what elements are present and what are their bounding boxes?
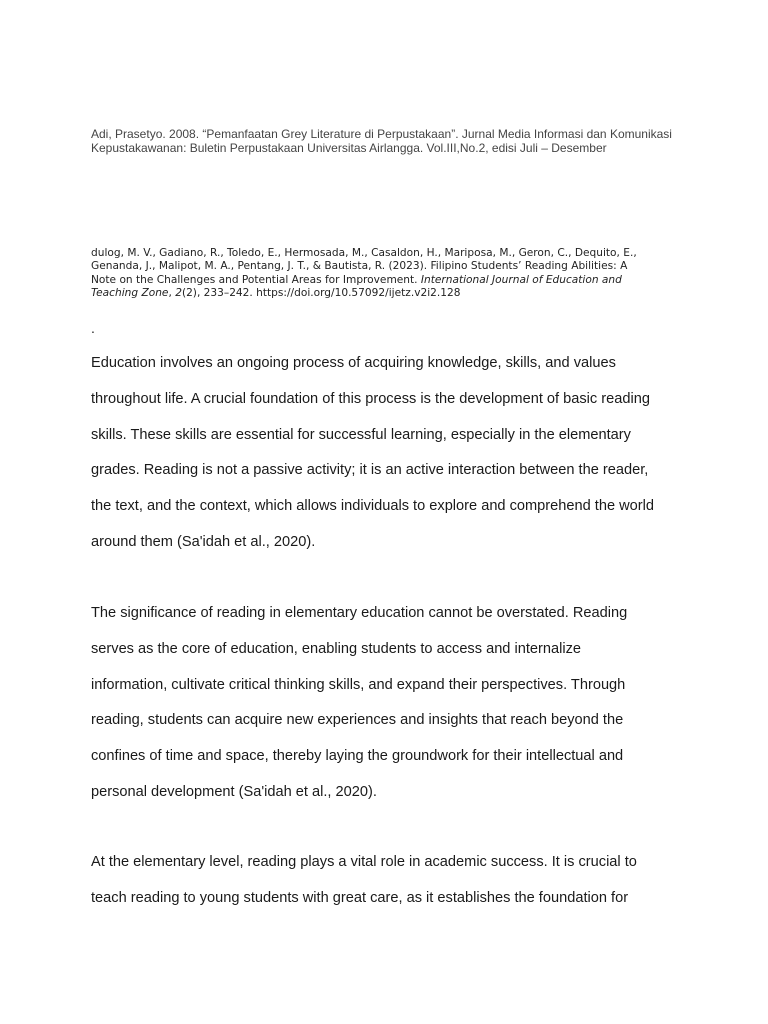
body-paragraph [91, 346, 691, 561]
paragraph-line: confines of time and space, thereby laying the groundwork for their intellectual and [91, 748, 624, 765]
paragraph-line: around them (Sa'idah et al., 2020). [91, 533, 316, 550]
journal-title-cont: Teaching Zone [91, 286, 169, 299]
reference-line: Genanda, J., Malipot, M. A., Pentang, J. T., & Bautista, R. (2023). Filipino Students’ Reading Abilities: A [91, 260, 628, 273]
reference-line: Adi, Prasetyo. 2008. “Pemanfaatan Grey Literature di Perpustakaan”. Jurnal Media Informasi dan Komunikasi [91, 127, 672, 141]
paragraph-line: throughout life. A crucial foundation of this process is the development of basic reading [91, 390, 650, 407]
paragraph-line: The significance of reading in elementary education cannot be overstated. Reading [91, 605, 628, 621]
journal-volume: 2 [175, 286, 182, 299]
paragraph-line: reading, students can acquire new experiences and insights that reach beyond the [91, 712, 624, 729]
reference-line: dulog, M. V., Gadiano, R., Toledo, E., Hermosada, M., Casaldon, H., Mariposa, M., Geron, C., Dequito, E., [91, 247, 637, 259]
paragraph-line: serves as the core of education, enabling students to access and internalize [91, 640, 582, 657]
journal-title: International Journal of Education and [420, 273, 622, 286]
body-paragraph [91, 596, 691, 811]
paragraph-line: the text, and the context, which allows individuals to explore and comprehend the world [91, 498, 654, 515]
body-paragraph [91, 845, 691, 917]
paragraph-line: personal development (Sa'idah et al., 2020). [91, 783, 377, 800]
paragraph-line: teach reading to young students with great care, as it establishes the foundation for [91, 889, 629, 906]
reference-line: Kepustakawanan: Buletin Perpustakaan Universitas Airlangga. Vol.III,No.2, edisi Juli – Desember [91, 141, 607, 155]
paragraph-line: skills. These skills are essential for successful learning, especially in the elementary [91, 426, 631, 443]
reference-entry-adi [91, 127, 691, 155]
paragraph-line: At the elementary level, reading plays a vital role in academic success. It is crucial to [91, 854, 637, 870]
reference-separator: , [168, 286, 176, 299]
paragraph-line: information, cultivate critical thinking skills, and expand their perspectives. Through [91, 676, 626, 693]
paragraph-line: grades. Reading is not a passive activity; it is an active interaction between the reader, [91, 462, 649, 479]
reference-line: Note on the Challenges and Potential Areas for Improvement. [91, 273, 421, 286]
separator-dot: . [91, 320, 95, 336]
paragraph-line: Education involves an ongoing process of acquiring knowledge, skills, and values [91, 355, 616, 371]
reference-line: (2), 233–242. https://doi.org/10.57092/ijetz.v2i2.128 [181, 286, 461, 299]
reference-entry-dulog [91, 247, 691, 300]
